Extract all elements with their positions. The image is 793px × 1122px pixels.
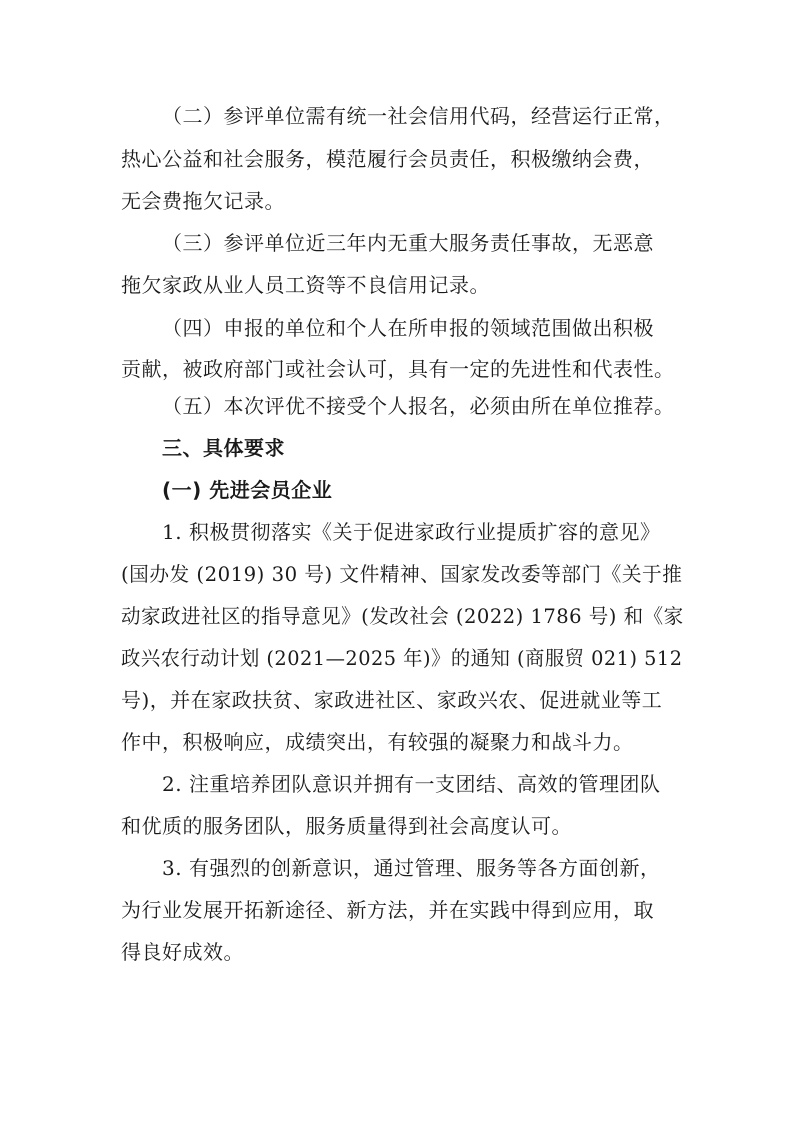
sub-heading: (一) 先进会员企业 xyxy=(162,478,333,502)
paragraph-line: 无会费拖欠记录。 xyxy=(121,189,285,213)
paragraph-line: 和优质的服务团队，服务质量得到社会高度认可。 xyxy=(121,814,572,838)
paragraph-line: （二）参评单位需有统一社会信用代码，经营运行正常， xyxy=(162,104,675,128)
paragraph-line: (国办发 (2019) 30 号) 文件精神、国家发改委等部门《关于推 xyxy=(121,562,683,586)
paragraph-line: （四）申报的单位和个人在所申报的领域范围做出积极 xyxy=(162,316,654,340)
paragraph-line: 1. 积极贯彻落实《关于促进家政行业提质扩容的意见》 xyxy=(162,520,661,544)
section-heading: 三、具体要求 xyxy=(162,436,285,460)
paragraph-line: 动家政进社区的指导意见》(发改社会 (2022) 1786 号) 和《家 xyxy=(121,604,684,628)
paragraph-line: 热心公益和社会服务，模范履行会员责任，积极缴纳会费， xyxy=(121,147,654,171)
paragraph-line: 政兴农行动计划 (2021—2025 年)》的通知 (商服贸 021) 512 xyxy=(121,646,683,670)
paragraph-line: 3. 有强烈的创新意识，通过管理、服务等各方面创新， xyxy=(162,856,661,880)
paragraph-line: 贡献，被政府部门或社会认可，具有一定的先进性和代表性。 xyxy=(121,357,675,381)
paragraph-line: 作中，积极响应，成绩突出，有较强的凝聚力和战斗力。 xyxy=(121,730,634,754)
paragraph-line: （五）本次评优不接受个人报名，必须由所在单位推荐。 xyxy=(162,394,675,418)
paragraph-line: （三）参评单位近三年内无重大服务责任事故，无恶意 xyxy=(162,231,654,255)
paragraph-line: 拖欠家政从业人员工资等不良信用记录。 xyxy=(121,273,490,297)
paragraph-line: 号)，并在家政扶贫、家政进社区、家政兴农、促进就业等工 xyxy=(121,688,663,712)
paragraph-line: 为行业发展开拓新途径、新方法，并在实践中得到应用，取 xyxy=(121,898,654,922)
paragraph-line: 2. 注重培养团队意识并拥有一支团结、高效的管理团队 xyxy=(162,772,661,796)
paragraph-line: 得良好成效。 xyxy=(121,940,244,964)
